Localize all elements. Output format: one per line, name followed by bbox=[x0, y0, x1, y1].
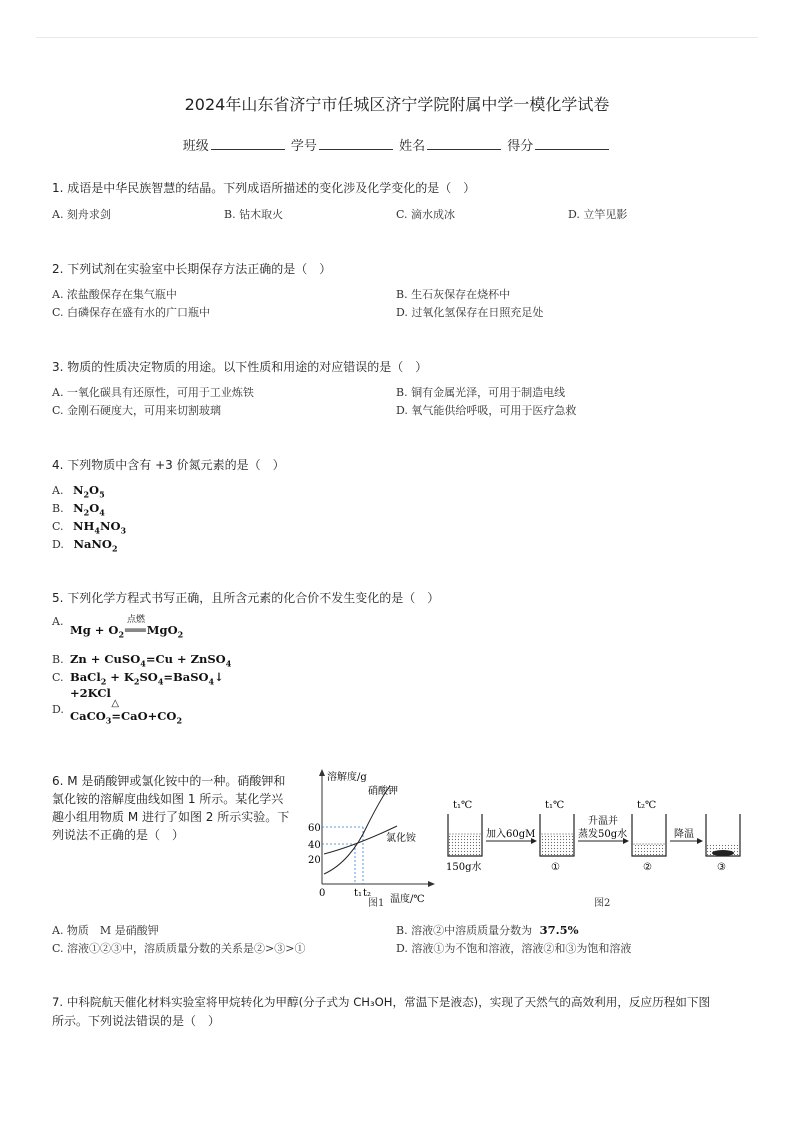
question-7-stem-line1: 7. 中科院航天催化材料实验室将甲烷转化为甲醇(分子式为 CH₃OH，常温下是液态)，实现了天然气的高效利用，反应历程如下图 bbox=[52, 995, 711, 1009]
class-blank[interactable] bbox=[211, 137, 285, 150]
q5-equation-a: $Mg + O_2$ 点燃 ═══MgO$_2$ bbox=[70, 623, 183, 639]
number-label: 学号 bbox=[290, 139, 317, 154]
q2-option-b[interactable]: B. 生石灰保存在烧杯中 bbox=[396, 288, 511, 301]
beaker-2-solution bbox=[633, 844, 665, 855]
question-3-stem: 3. 物质的性质决定物质的用途。以下性质和用途的对应错误的是（ ） bbox=[52, 360, 428, 374]
q1-option-c[interactable]: C. 滴水成冰 bbox=[396, 208, 456, 221]
q6-option-b-text: B. 溶液②中溶质质量分数为 bbox=[396, 924, 533, 937]
q5-label-d[interactable]: D. bbox=[52, 703, 64, 716]
beaker-initial-water bbox=[449, 834, 481, 855]
q5-label-a[interactable]: A. bbox=[52, 615, 64, 628]
number-blank[interactable] bbox=[319, 137, 393, 150]
figure-1-caption: 图1 bbox=[368, 898, 385, 909]
tick-60: 60 bbox=[308, 823, 321, 834]
temp-label-1: t₁℃ bbox=[545, 800, 565, 811]
step-heat-evap-1: 升温并 bbox=[588, 816, 618, 827]
q6-option-d[interactable]: D. 溶液①为不饱和溶液，溶液②和③为饱和溶液 bbox=[396, 942, 632, 955]
question-4-stem: 4. 下列物质中含有 +3 价氮元素的是（ ） bbox=[52, 458, 285, 472]
q4-label-b: B. bbox=[52, 502, 64, 515]
beaker-1-solution bbox=[541, 834, 573, 855]
score-label: 得分 bbox=[507, 139, 534, 154]
temp-label-2: t₂℃ bbox=[637, 800, 657, 811]
q1-option-d[interactable]: D. 立竿见影 bbox=[568, 208, 628, 221]
curve-nh4cl-label: 氯化铵 bbox=[386, 833, 416, 844]
q1-option-a[interactable]: A. 刻舟求剑 bbox=[52, 208, 111, 221]
q5-equation-b: Zn + CuSO$_4$=Cu + ZnSO$_4$ bbox=[70, 652, 232, 669]
question-6-stem-line1: 6. M 是硝酸钾或氯化铵中的一种。硝酸钾和 bbox=[52, 774, 286, 788]
q5-equation-c-line2: +2KCl bbox=[70, 686, 111, 700]
q4-formula-d: NaNO$_2$ bbox=[73, 537, 118, 554]
q2-option-a[interactable]: A. 浓盐酸保存在集气瓶中 bbox=[52, 288, 177, 301]
class-label: 班级 bbox=[182, 139, 209, 154]
q3-option-d[interactable]: D. 氧气能供给呼吸，可用于医疗急救 bbox=[396, 404, 577, 417]
q4-label-a: A. bbox=[52, 484, 64, 497]
q3-option-a[interactable]: A. 一氧化碳具有还原性，可用于工业炼铁 bbox=[52, 386, 254, 399]
figure-1-solubility-chart bbox=[302, 766, 438, 906]
q2-option-c[interactable]: C. 白磷保存在盛有水的广口瓶中 bbox=[52, 306, 211, 319]
header-rule bbox=[36, 37, 758, 38]
name-blank[interactable] bbox=[427, 137, 501, 150]
q4-formula-a: $N_2O_5$ bbox=[72, 483, 105, 500]
question-6-stem-line2: 氯化铵的溶解度曲线如图 1 所示。某化学兴 bbox=[52, 792, 284, 806]
t2-label: t₂ bbox=[363, 888, 372, 899]
tick-20: 20 bbox=[308, 855, 321, 866]
q6-option-a[interactable]: A. 物质 M 是硝酸钾 bbox=[52, 924, 159, 937]
question-7-stem-line2: 所示。下列说法错误的是（ ） bbox=[52, 1014, 221, 1028]
x-axis-arrow bbox=[428, 881, 435, 887]
q6-option-b[interactable] bbox=[396, 922, 579, 938]
q4-option-c[interactable] bbox=[52, 519, 126, 535]
question-1-stem: 1. 成语是中华民族智慧的结晶。下列成语所描述的变化涉及化学变化的是（ ） bbox=[52, 181, 476, 195]
q3-option-c[interactable]: C. 金刚石硬度大，可用来切割玻璃 bbox=[52, 404, 222, 417]
question-5-stem: 5. 下列化学方程式书写正确，且所含元素的化合价不发生变化的是（ ） bbox=[52, 591, 440, 605]
q1-option-b[interactable]: B. 钻木取火 bbox=[224, 208, 284, 221]
q4-formula-b: $N_2O_4$ bbox=[73, 501, 105, 518]
q4-formula-c: $NH_4NO_3$ bbox=[73, 519, 127, 536]
question-6-stem-line4: 列说法不正确的是（ ） bbox=[52, 828, 185, 842]
heat-condition: △ bbox=[111, 698, 120, 709]
x-axis-label: 温度/℃ bbox=[390, 894, 425, 905]
q4-option-b[interactable] bbox=[52, 501, 105, 517]
q5-equation-c: BaCl$_2$ + $K_2SO_4=BaSO_4↓$ bbox=[70, 670, 224, 687]
y-axis-arrow bbox=[319, 769, 325, 776]
curve-kno3-label: 硝酸钾 bbox=[368, 786, 398, 797]
tick-40: 40 bbox=[308, 840, 321, 851]
solution-2-label: ② bbox=[643, 862, 652, 873]
page-title: 2024年山东省济宁市任城区济宁学院附属中学一模化学试卷 bbox=[184, 95, 610, 114]
curve-kno3 bbox=[324, 786, 390, 874]
step-add-m: 加入60gM bbox=[486, 829, 536, 840]
q4-label-c: C. bbox=[52, 520, 64, 533]
q3-option-b[interactable]: B. 铜有金属光泽，可用于制造电线 bbox=[396, 386, 566, 399]
name-label: 姓名 bbox=[399, 139, 426, 154]
score-blank[interactable] bbox=[535, 137, 609, 150]
y-axis-label: 溶解度/g bbox=[327, 772, 367, 783]
q4-option-a[interactable] bbox=[52, 483, 105, 499]
q6-option-c[interactable]: C. 溶液①②③中，溶质质量分数的关系是②>③>① bbox=[52, 942, 306, 955]
water-label: 150g水 bbox=[446, 862, 482, 873]
q4-option-d[interactable] bbox=[52, 537, 118, 553]
question-2-stem: 2. 下列试剂在实验室中长期保存方法正确的是（ ） bbox=[52, 262, 332, 276]
q2-option-d[interactable]: D. 过氧化氢保存在日照充足处 bbox=[396, 306, 544, 319]
temp-label-initial: t₁℃ bbox=[453, 800, 473, 811]
origin-label: 0 bbox=[319, 888, 326, 899]
q4-label-d: D. bbox=[52, 538, 64, 551]
beaker-3-crystals bbox=[712, 850, 734, 856]
q6-option-b-value: 37.5% bbox=[539, 923, 579, 937]
arrow-3-head bbox=[697, 838, 703, 844]
solution-3-label: ③ bbox=[717, 862, 726, 873]
q5-label-b[interactable]: B. bbox=[52, 653, 64, 666]
step-cool: 降温 bbox=[674, 829, 694, 840]
figure-2-experiment bbox=[442, 796, 748, 878]
question-6-stem-line3: 趣小组用物质 M 进行了如图 2 所示实验。下 bbox=[52, 810, 290, 824]
student-info-line bbox=[0, 135, 794, 154]
solution-1-label: ① bbox=[551, 862, 560, 873]
t1-label: t₁ bbox=[354, 888, 363, 899]
ignite-condition: 点燃 bbox=[127, 615, 146, 625]
figure-2-caption: 图2 bbox=[594, 898, 611, 909]
q5-equation-d: CaCO$_3$ △ $=CaO+CO_2$ bbox=[70, 698, 183, 726]
step-heat-evap-2: 蒸发50g水 bbox=[578, 829, 628, 840]
q5-label-c[interactable]: C. bbox=[52, 671, 64, 684]
